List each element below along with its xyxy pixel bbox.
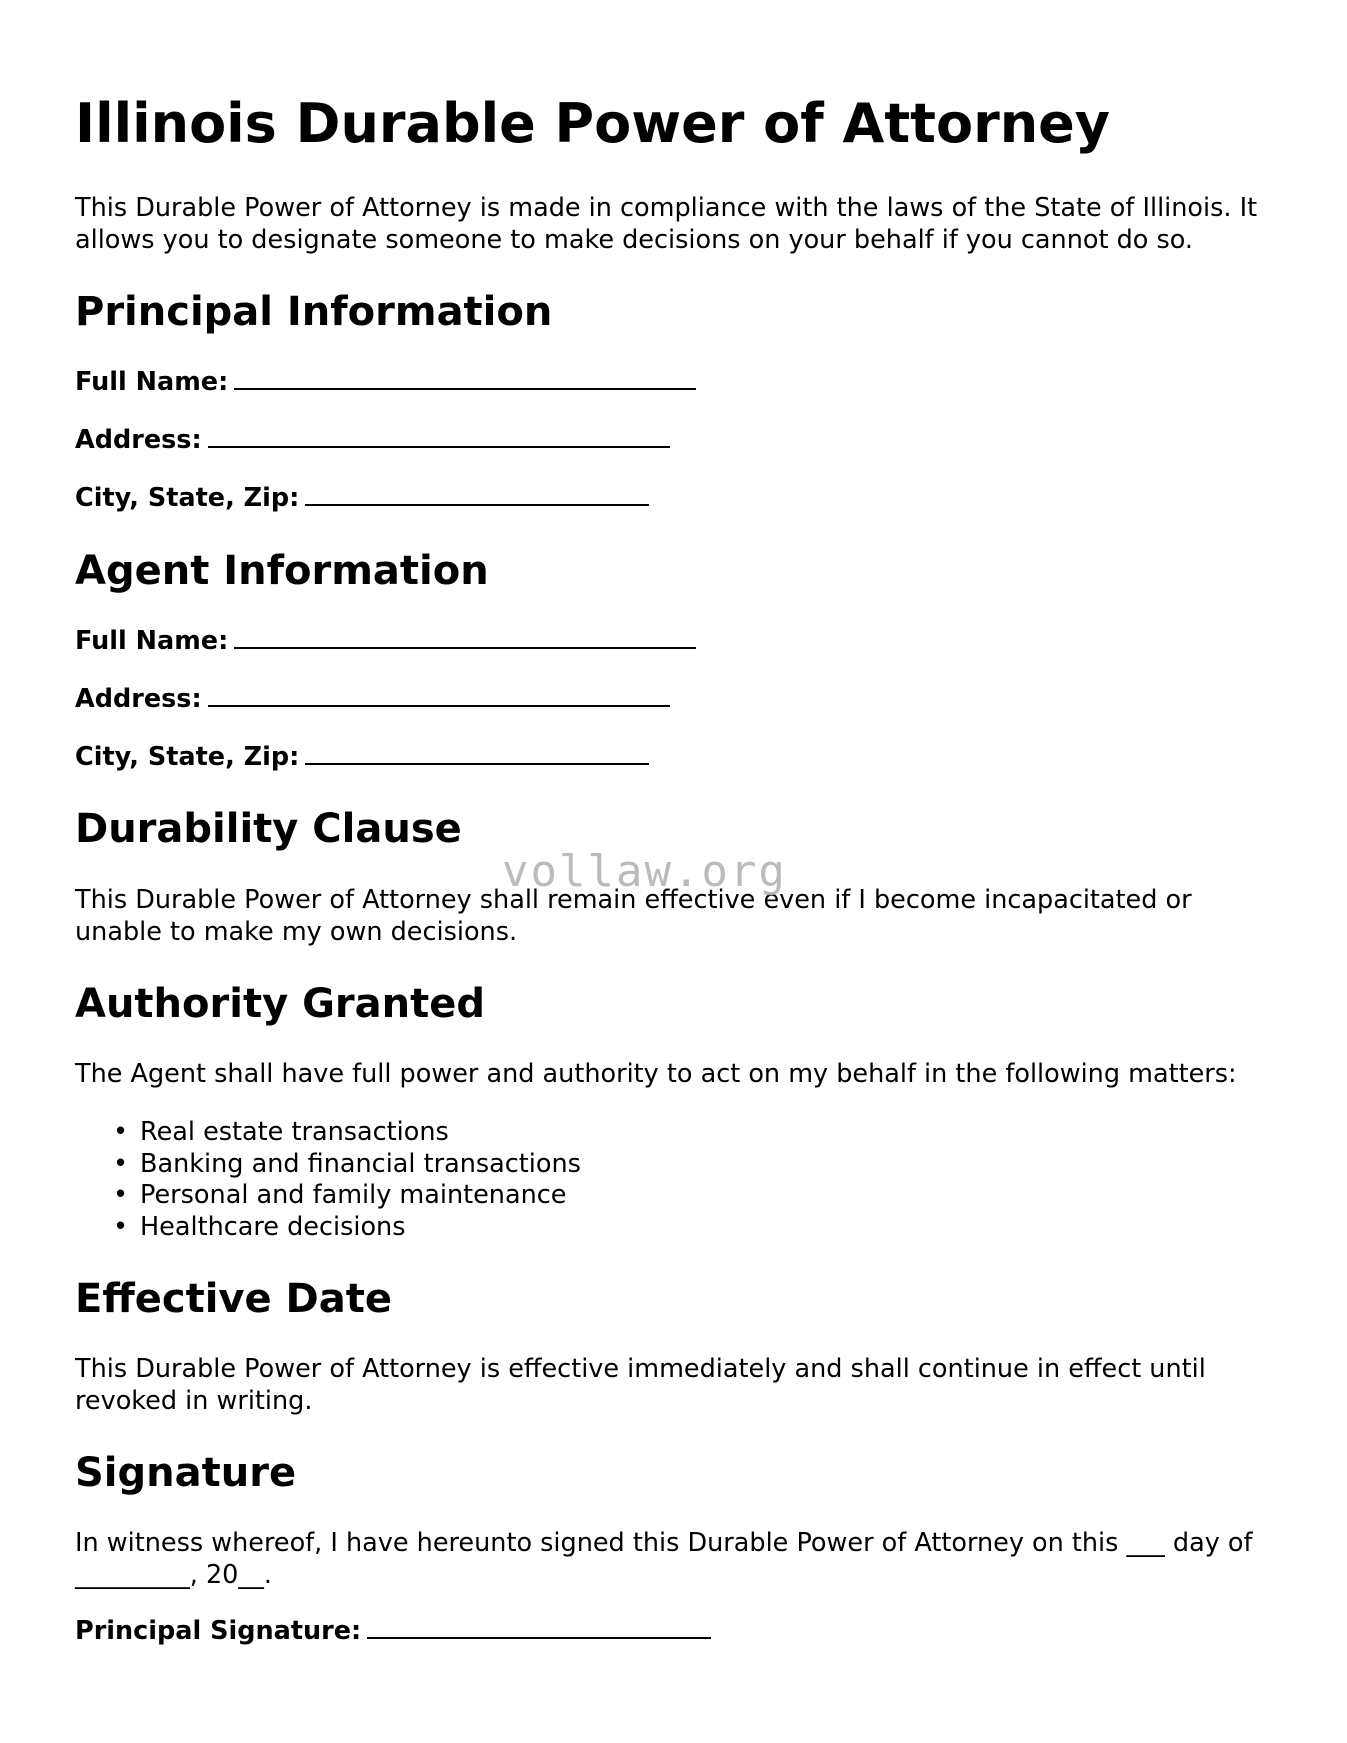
agent-city-field[interactable] bbox=[75, 742, 649, 773]
list-item bbox=[75, 1149, 581, 1181]
agent-address-line[interactable] bbox=[208, 704, 670, 707]
principal-full-name-line[interactable] bbox=[234, 387, 696, 390]
agent-address-label: Address: bbox=[75, 684, 202, 714]
list-item bbox=[75, 1180, 581, 1212]
principal-full-name-field[interactable] bbox=[75, 367, 696, 398]
principal-signature-line[interactable] bbox=[367, 1636, 711, 1639]
principal-address-line[interactable] bbox=[208, 445, 670, 448]
principal-signature-label: Principal Signature: bbox=[75, 1616, 362, 1646]
list-item-text: Personal and family maintenance bbox=[140, 1180, 567, 1210]
agent-city-line[interactable] bbox=[305, 762, 649, 765]
principal-city-label: City, State, Zip: bbox=[75, 483, 300, 513]
authority-heading: Authority Granted bbox=[75, 981, 485, 1027]
principal-signature-field[interactable] bbox=[75, 1616, 711, 1647]
agent-address-field[interactable] bbox=[75, 684, 670, 715]
bullet-icon: • bbox=[113, 1211, 129, 1242]
document-title: Illinois Durable Power of Attorney bbox=[75, 92, 1110, 155]
list-item-text: Healthcare decisions bbox=[140, 1211, 406, 1242]
principal-city-field[interactable] bbox=[75, 483, 649, 514]
principal-heading: Principal Information bbox=[75, 289, 553, 335]
intro-paragraph: This Durable Power of Attorney is made in compliance with the laws of the State of Illinois. It allows you to designate someone to make decisions on your behalf if you cannot do so. bbox=[75, 193, 1258, 255]
authority-paragraph: The Agent shall have full power and authority to act on my behalf in the following matters: bbox=[75, 1059, 1237, 1089]
durability-heading: Durability Clause bbox=[75, 806, 462, 852]
effective-paragraph: This Durable Power of Attorney is effective immediately and shall continue in effect until revoked in writing. bbox=[75, 1354, 1206, 1416]
effective-heading: Effective Date bbox=[75, 1276, 392, 1322]
list-item bbox=[75, 1212, 581, 1244]
bullet-icon: • bbox=[113, 1148, 129, 1179]
agent-heading: Agent Information bbox=[75, 548, 489, 594]
list-item-text: Banking and financial transactions bbox=[140, 1148, 581, 1179]
list-item bbox=[75, 1117, 581, 1149]
bullet-icon: • bbox=[113, 1117, 129, 1147]
bullet-icon: • bbox=[113, 1180, 129, 1210]
principal-full-name-label: Full Name: bbox=[75, 367, 229, 397]
agent-full-name-field[interactable] bbox=[75, 626, 696, 657]
signature-paragraph: In witness whereof, I have hereunto signed this Durable Power of Attorney on this ___ day of _________, 20__. bbox=[75, 1528, 1253, 1590]
principal-address-label: Address: bbox=[75, 425, 202, 455]
agent-full-name-line[interactable] bbox=[234, 646, 696, 649]
authority-list bbox=[75, 1117, 581, 1243]
signature-heading: Signature bbox=[75, 1450, 297, 1496]
watermark: vollaw.org bbox=[502, 846, 787, 897]
agent-full-name-label: Full Name: bbox=[75, 626, 229, 656]
agent-city-label: City, State, Zip: bbox=[75, 742, 300, 772]
list-item-text: Real estate transactions bbox=[140, 1117, 449, 1147]
principal-city-line[interactable] bbox=[305, 503, 649, 506]
principal-address-field[interactable] bbox=[75, 425, 670, 456]
durability-paragraph: This Durable Power of Attorney shall remain effective even if I become incapacitated or unable to make my own decisions. bbox=[75, 885, 1192, 947]
